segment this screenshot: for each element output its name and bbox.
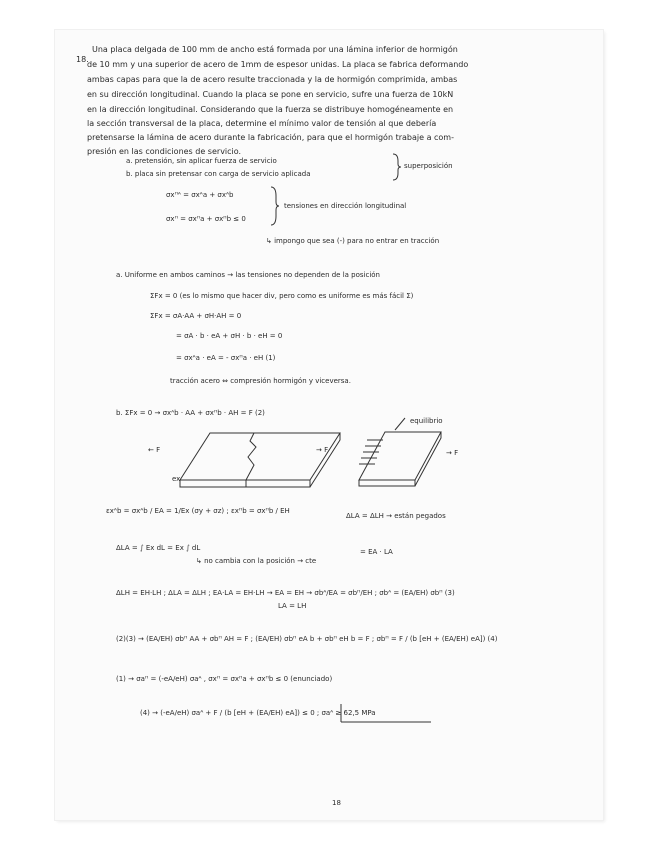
part-b-title: b. ΣFx = 0 → σxᴬb · AA + σxᴴb · AH = F (2) [116, 409, 265, 417]
problem-line-5: en la dirección longitudinal. Considerando que la fuerza se distribuye homogéneamente en [87, 105, 454, 114]
part-a-line-1: a. Uniforme en ambos caminos → las tensiones no dependen de la posición [116, 271, 380, 279]
fig1-right-force: → F [316, 446, 329, 454]
compat-line-4: (4) → (-eA/eH) σaᴬ + F / (b [eH + (EA/EH) eA]) ≤ 0 ; σaᴬ ≥ 62,5 MPa [140, 709, 376, 717]
case-a: a. pretensión, sin aplicar fuerza de servicio [126, 157, 277, 165]
problem-number: 18. [76, 55, 89, 64]
problem-line-8: presión en las condiciones de servicio. [87, 147, 242, 156]
problem-line-4: en su dirección longitudinal. Cuando la placa se pone en servicio, sufre una fuerza de 10kN [87, 90, 454, 99]
fig1-ex-label: ex [172, 475, 181, 483]
superposition-brace [392, 153, 402, 181]
fig2-right-force: → F [446, 449, 459, 457]
compat-line-3: (1) → σaᴴ = (-eA/eH) σaᴬ , σxᴴ = σxᴴa + σxᴴb ≤ 0 (enunciado) [116, 675, 333, 683]
tensions-brace [270, 186, 280, 226]
concrete-sum-eq: σxᴴ = σxᴴa + σxᴴb ≤ 0 [166, 215, 246, 223]
steel-sum-eq: σxᴴᴬ = σxᴬa + σxᴬb [166, 191, 234, 199]
part-a-line-2: ΣFx = 0 (es lo mismo que hacer div, pero como es uniforme es más fácil Σ) [150, 292, 414, 300]
equilibrium-label: equilibrio [410, 417, 443, 425]
bonded-note: ΔLA = ΔLH → están pegados [346, 512, 446, 520]
compat-line-2: (2)(3) → (EA/EH) σbᴴ AA + σbᴴ AH = F ; (EA/EH) σbᴴ eA b + σbᴴ eH b = F ; σbᴴ = F / (b [eH + (EA/EH) eA]) (4) [116, 635, 498, 643]
problem-line-1: Una placa delgada de 100 mm de ancho está formada por una lámina inferior de hormigón [92, 45, 458, 54]
part-a-line-5: = σxᴬa · eA = - σxᴴa · eH (1) [176, 354, 276, 362]
elongation-result: = EA · LA [360, 548, 393, 556]
part-a-line-6: tracción acero ⇔ compresión hormigón y viceversa. [170, 377, 351, 385]
page-number: 18 [332, 799, 341, 807]
tensions-label: tensiones en dirección longitudinal [284, 202, 407, 210]
result-box [340, 703, 432, 723]
compat-length-equality: LA = LH [278, 602, 307, 610]
elongation-integral: ΔLA = ∫ Ex dL = Ex ∫ dL [116, 544, 201, 552]
elongation-note: ↳ no cambia con la posición → cte [196, 557, 317, 565]
plate-figure-equilibrium [345, 422, 455, 494]
plate-figure-cracked [150, 425, 350, 495]
problem-line-3: ambas capas para que la de acero resulte traccionada y la de hormigón comprimida, ambas [87, 75, 458, 84]
strain-equation: εxᴬb = σxᴬb / EA = 1/Ex (σy + σz) ; εxᴴb = σxᴴb / EH [106, 507, 290, 515]
fig1-left-force: ← F [148, 446, 161, 454]
case-b: b. placa sin pretensar con carga de servicio aplicada [126, 170, 311, 178]
problem-line-7: pretensarse la lámina de acero durante la fabricación, para que el hormigón trabaje a com- [87, 133, 454, 142]
impose-note: ↳ impongo que sea (-) para no entrar en tracción [266, 237, 440, 245]
superposition-label: superposición [404, 162, 453, 170]
problem-line-2: de 10 mm y una superior de acero de 1mm de espesor unidas. La placa se fabrica deformando [87, 60, 469, 69]
part-a-line-4: = σA · b · eA + σH · b · eH = 0 [176, 332, 283, 340]
compat-line-1: ΔLH = EH·LH ; ΔLA = ΔLH ; EA·LA = EH·LH → EA = EH → σbᴬ/EA = σbᴴ/EH ; σbᴬ = (EA/EH) σbᴴ (3) [116, 589, 455, 597]
problem-line-6: la sección transversal de la placa, determine el mínimo valor de tensión al que debería [87, 119, 437, 128]
part-a-line-3: ΣFx = σA·AA + σH·AH = 0 [150, 312, 242, 320]
